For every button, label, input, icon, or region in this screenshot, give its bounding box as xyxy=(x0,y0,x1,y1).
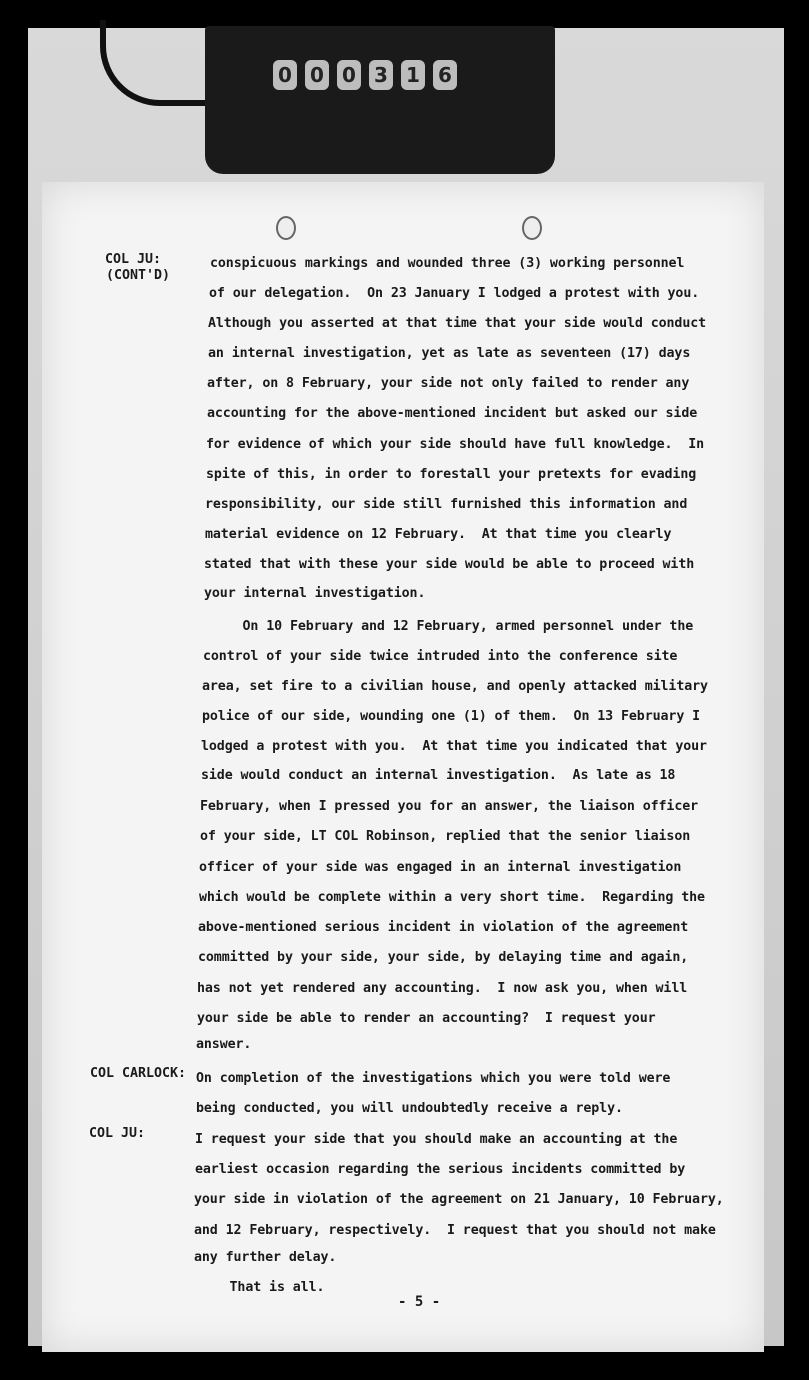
text-line: spite of this, in order to forestall your pretexts for evading xyxy=(206,467,697,482)
text-line: for evidence of which your side should have full knowledge. In xyxy=(206,437,705,452)
text-line: control of your side twice intruded into the conference site xyxy=(203,649,678,664)
page-number: - 5 - xyxy=(398,1294,441,1310)
text-line: area, set fire to a civilian house, and openly attacked military xyxy=(202,679,708,694)
punch-hole xyxy=(522,216,542,240)
text-line: above-mentioned serious incident in violation of the agreement xyxy=(198,920,689,935)
text-line: officer of your side was engaged in an internal investigation xyxy=(199,860,682,875)
text-line: answer. xyxy=(196,1037,252,1052)
text-line: your internal investigation. xyxy=(204,586,426,601)
counter-digit: 6 xyxy=(433,60,457,90)
counter-digit: 0 xyxy=(273,60,297,90)
text-line: your side be able to render an accounting? I request your xyxy=(197,1011,656,1026)
text-line: responsibility, our side still furnished this information and xyxy=(205,497,688,512)
counter-digit: 3 xyxy=(369,60,393,90)
text-line: any further delay. xyxy=(194,1250,337,1265)
text-line: On completion of the investigations which you were told were xyxy=(196,1071,671,1086)
speaker-label: COL CARLOCK: xyxy=(90,1066,187,1081)
speaker-label: COL JU: xyxy=(105,252,162,267)
text-line: material evidence on 12 February. At that time you clearly xyxy=(205,527,672,542)
text-line: being conducted, you will undoubtedly receive a reply. xyxy=(196,1101,623,1116)
text-line: I request your side that you should make an accounting at the xyxy=(195,1132,678,1147)
counter-digit: 0 xyxy=(337,60,361,90)
text-line: February, when I pressed you for an answer, the liaison officer xyxy=(200,799,699,814)
text-line: and 12 February, respectively. I request that you should not make xyxy=(194,1223,716,1238)
text-line: an internal investigation, yet as late as seventeen (17) days xyxy=(208,346,691,361)
text-line: On 10 February and 12 February, armed personnel under the xyxy=(203,619,694,634)
text-line: has not yet rendered any accounting. I now ask you, when will xyxy=(197,981,688,996)
frame-counter xyxy=(205,26,555,174)
text-line: of our delegation. On 23 January I lodged a protest with you. xyxy=(209,286,700,301)
text-line: police of our side, wounding one (1) of them. On 13 February I xyxy=(202,709,701,724)
text-line: stated that with these your side would be able to proceed with xyxy=(204,557,695,572)
text-line: committed by your side, your side, by delaying time and again, xyxy=(198,950,689,965)
text-line: earliest occasion regarding the serious incidents committed by xyxy=(195,1162,686,1177)
text-line: which would be complete within a very short time. Regarding the xyxy=(199,890,705,905)
text-line: side would conduct an internal investigation. As late as 18 xyxy=(201,768,676,783)
text-line: conspicuous markings and wounded three (3) working personnel xyxy=(210,256,685,271)
text-line: That is all. xyxy=(190,1280,325,1295)
text-line: your side in violation of the agreement on 21 January, 10 February, xyxy=(194,1192,724,1207)
text-line: lodged a protest with you. At that time you indicated that your xyxy=(201,739,707,754)
text-line: Although you asserted at that time that your side would conduct xyxy=(208,316,707,331)
text-line: accounting for the above-mentioned incident but asked our side xyxy=(207,406,698,421)
text-line: of your side, LT COL Robinson, replied that the senior liaison xyxy=(200,829,691,844)
speaker-note: (CONT'D) xyxy=(106,268,171,283)
text-line: after, on 8 February, your side not only failed to render any xyxy=(207,376,690,391)
counter-digit: 0 xyxy=(305,60,329,90)
counter-digit: 1 xyxy=(401,60,425,90)
speaker-label: COL JU: xyxy=(89,1126,146,1141)
punch-hole xyxy=(276,216,296,240)
